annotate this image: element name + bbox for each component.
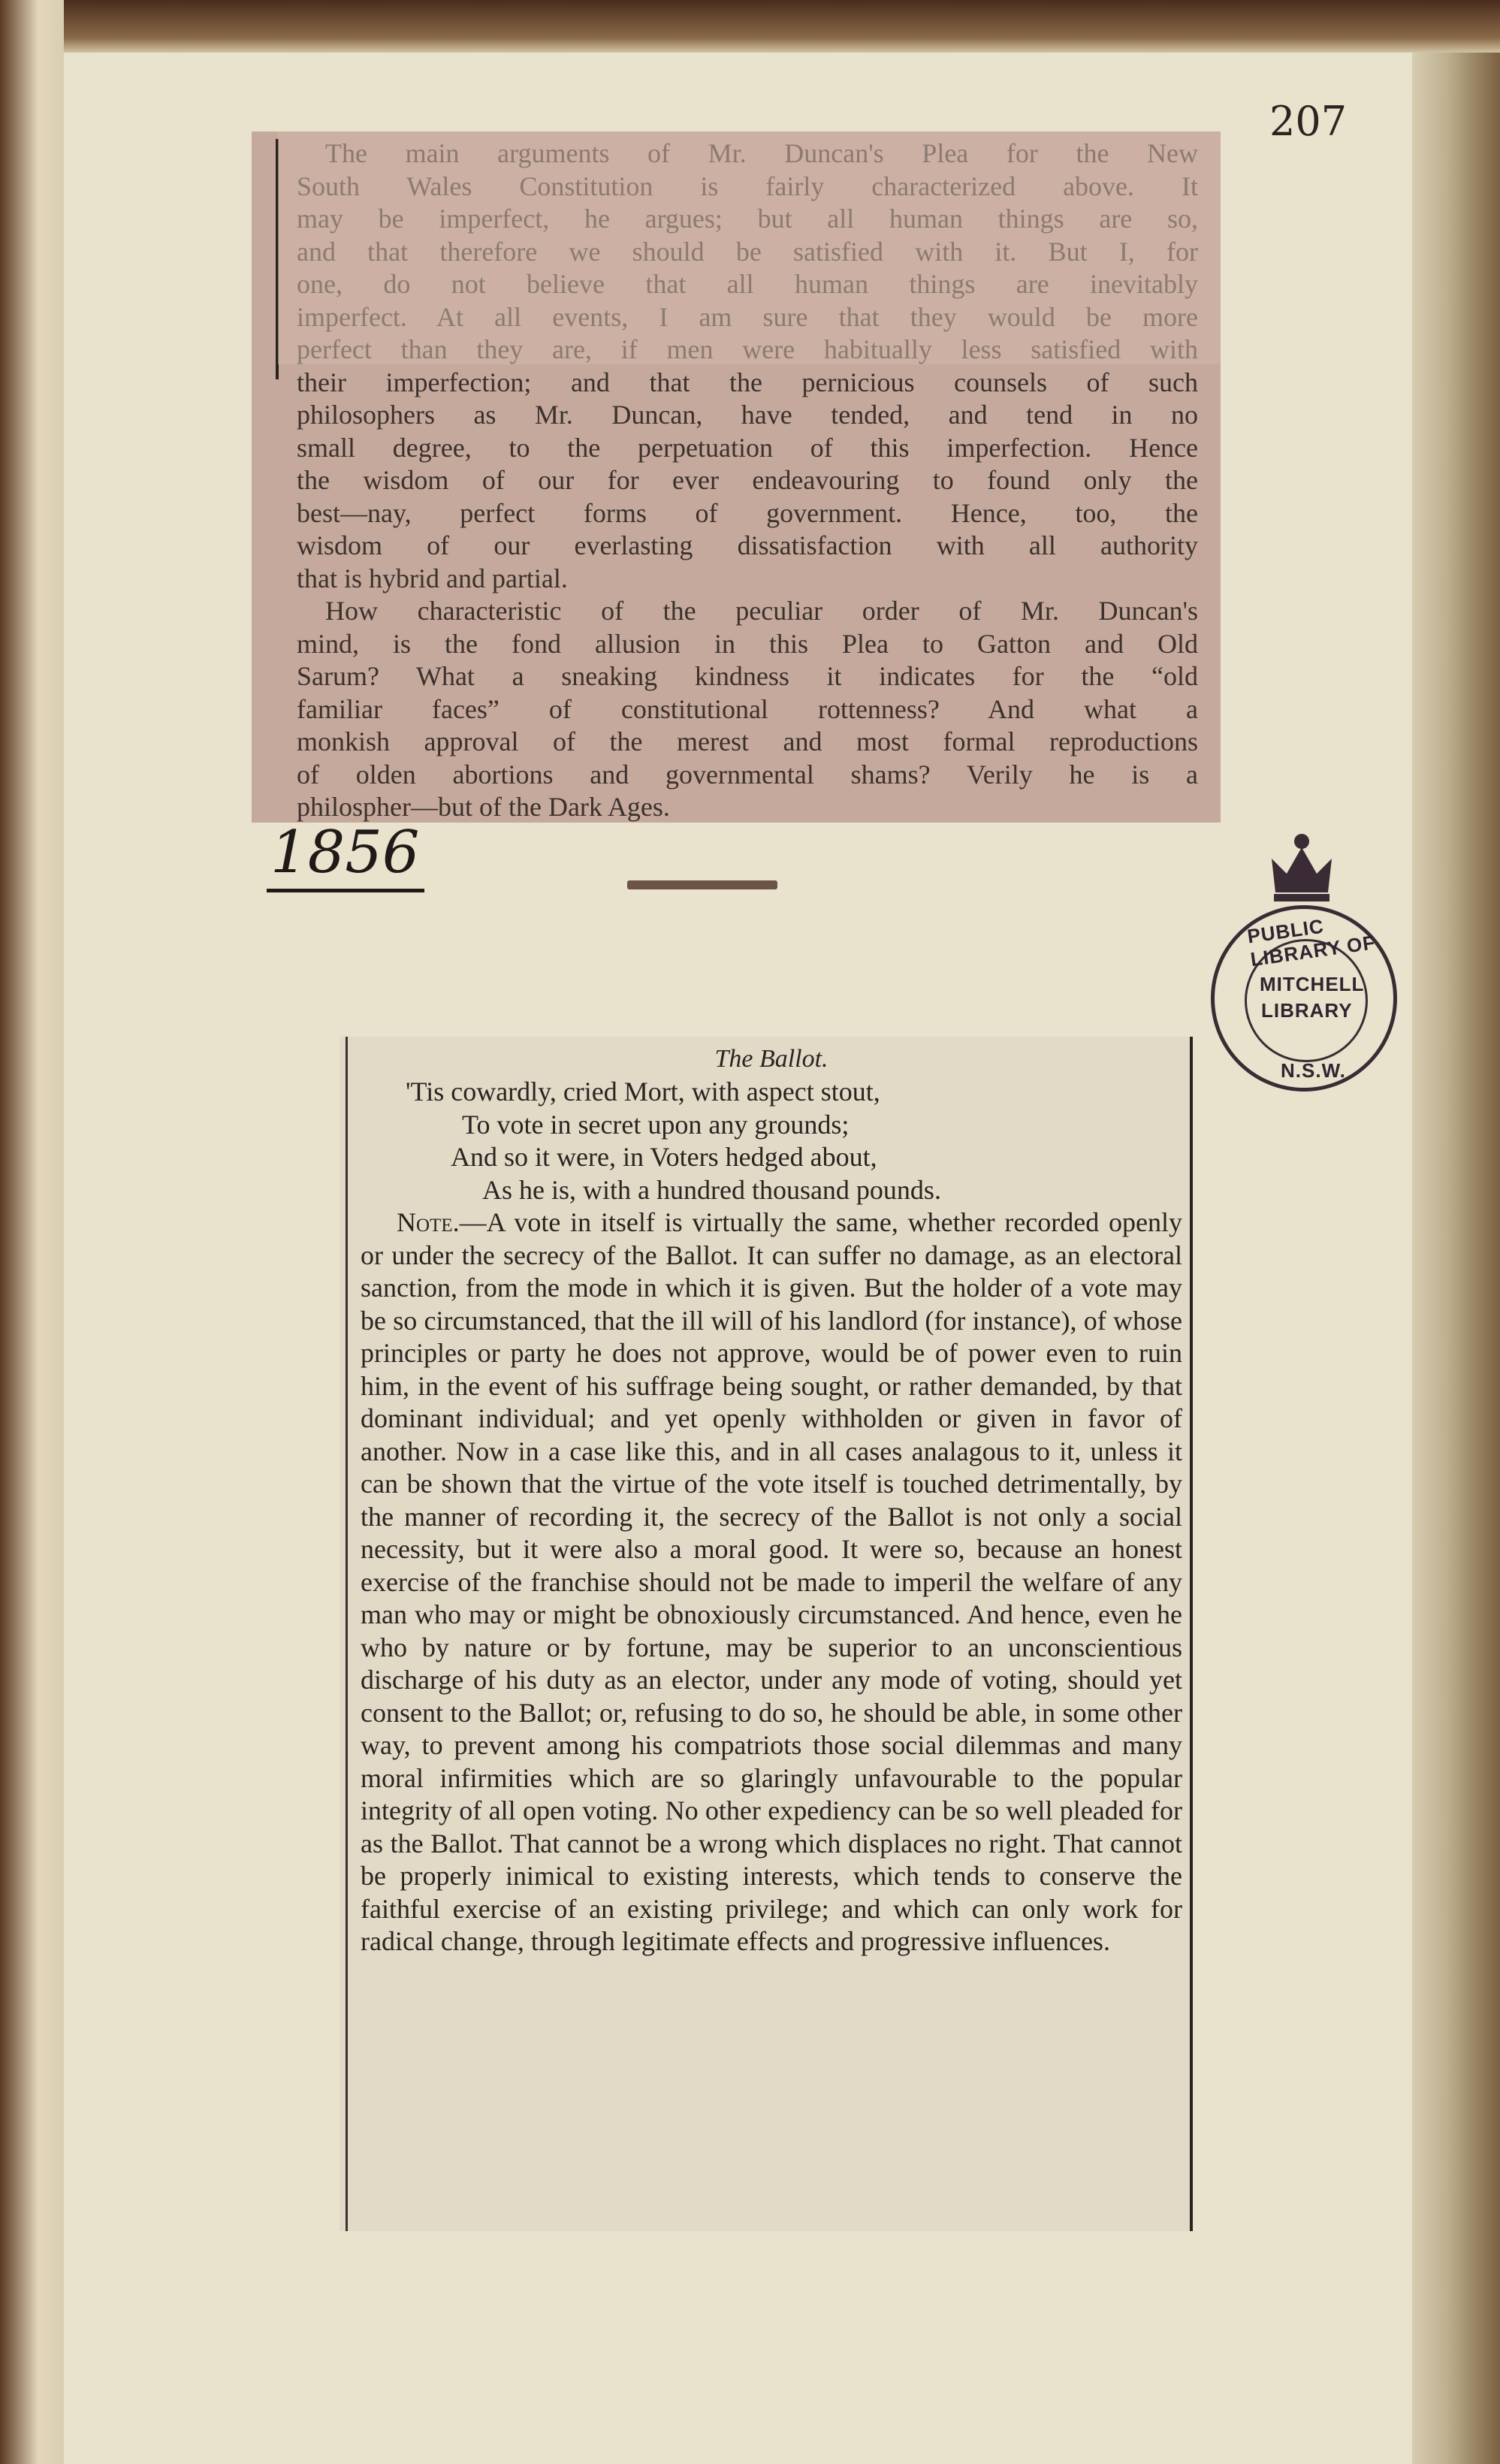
separator-dash [627,880,777,889]
crown-icon [1260,825,1343,907]
stamp-center-line1: MITCHELL [1260,973,1365,995]
note-text: —A vote in itself is virtually the same, whether recorded openly or under the secrecy of the Ballot. It can suffer no damage, as an electoral sanction, from the mode in which it is given. But the holder of a vote may be so circumstanced, that the ill will of his landlord (for instance), of whose principles or party he does not approve, would be of power even to ruin him, in the event of his suffrage being sought, or rather demanded, by that dominant individual; and yet openly withholden or given in favor of another. Now in a case like this, and in all cases analagous to it, unless it can be shown that the virtue of the vote itself is touched detrimentally, by the manner of recording it, the secrecy of the Ballot is not only a social necessity, but it were also a moral good. It were so, because an honest exercise of the franchise should not be made to imperil the welfare of any man who may or might be obnoxiously circumstanced. And hence, even he who by nature or by fortune, may be superior to an unconscientious discharge of his duty as an elector, under any mode of voting, should yet consent to the Ballot; or, refusing to do so, he should be able, in some other way, to prevent among his compatriots those social dilemmas and many moral infirmities which are so glaringly unfavourable to the popular integrity of all open voting. No other expediency can be so well pleaded for as the Ballot. That cannot be a wrong which displaces no right. That cannot be properly inimical to existing interests, which tends to conserve the faithful exercise of an existing privilege; and which can only work for radical change, through legitimate effects and progressive influences. [361,1207,1182,1956]
clipping-line: small degree, to the perpetuation of this imperfection. Hence [297,432,1198,463]
page-fore-edge [1412,53,1500,2464]
clipping-left-rule [346,1037,348,2231]
poem-line: To vote in secret upon any grounds; [462,1109,850,1140]
clipping-line: mind, is the fond allusion in this Plea to Gatton and Old [297,628,1198,659]
clipping-line: philospher—but of the Dark Ages. [297,792,670,822]
note-label: Note. [397,1207,460,1237]
poem-line: And so it were, in Voters hedged about, [451,1142,877,1172]
book-top-edge [0,0,1500,54]
newspaper-clipping-ballot [340,1037,1193,2231]
poem-title: The Ballot. [714,1045,828,1073]
clipping-line: best—nay, perfect forms of government. Hence, too, the [297,497,1198,528]
poem-line: As he is, with a hundred thousand pounds. [482,1174,941,1205]
clipping-line: of olden abortions and governmental shams? Verily he is a [297,759,1198,790]
clipping-line: monkish approval of the merest and most formal reproductions [297,726,1198,756]
poem-line: 'Tis cowardly, cried Mort, with aspect stout, [406,1076,880,1107]
ballot-note [361,1206,1182,1958]
book-gutter [0,0,64,2464]
clipping-line: that is hybrid and partial. [297,563,568,593]
year-underline [267,889,424,892]
page-number: 207 [1269,98,1348,145]
stamp-ring-bottom: N.S.W. [1281,1059,1346,1082]
clipping-line: How characteristic of the peculiar order of Mr. Duncan's [325,596,1198,626]
library-stamp [1211,905,1397,1092]
clipping-line: Sarum? What a sneaking kindness it indicates for the “old [297,661,1198,691]
handwritten-year: 1856 [270,819,420,886]
clipping-right-rule [1190,1037,1193,2231]
clipping-line: familiar faces” of constitutional rottenness? And what a [297,693,1198,724]
stamp-center-line2: LIBRARY [1261,999,1353,1022]
clipping-line: the wisdom of our for ever endeavouring to found only the [297,465,1198,495]
clipping-line: wisdom of our everlasting dissatisfaction with all authority [297,530,1198,560]
clipping-faded-overlay [278,131,1221,364]
clipping-line: philosophers as Mr. Duncan, have tended, and tend in no [297,400,1198,430]
stamp-ring-top: PUBLIC LIBRARY OF [1245,914,1377,971]
clipping-line: their imperfection; and that the pernicious counsels of such [297,367,1198,397]
